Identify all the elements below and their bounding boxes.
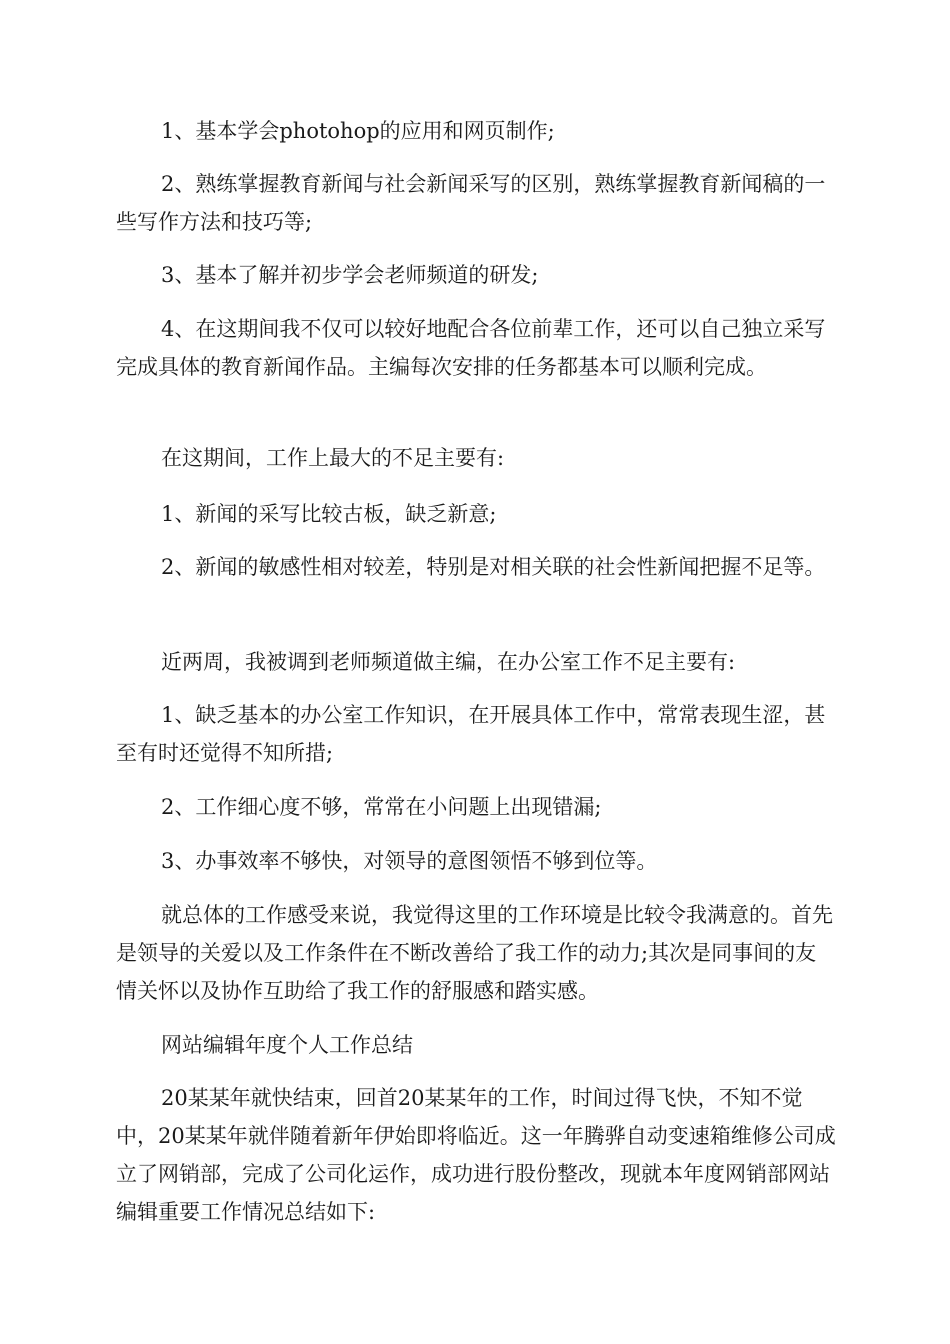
paragraph-6: 1、新闻的采写比较古板，缺乏新意; [161, 502, 497, 526]
paragraph-2: 2、熟练掌握教育新闻与社会新闻采写的区别，熟练掌握教育新闻稿的一些写作方法和技巧等; [116, 172, 826, 234]
paragraph-5: 在这期间，工作上最大的不足主要有: [161, 446, 505, 470]
paragraph-10: 2、工作细心度不够，常常在小问题上出现错漏; [161, 795, 602, 819]
paragraph-1: 1、基本学会photohop的应用和网页制作; [161, 119, 555, 143]
section-heading: 网站编辑年度个人工作总结 [161, 1033, 413, 1057]
paragraph-4: 4、在这期间我不仅可以较好地配合各位前辈工作，还可以自己独立采写完成具体的教育新闻作品。主编每次安排的任务都基本可以顺利完成。 [116, 317, 826, 379]
paragraph-13: 20某某年就快结束，回首20某某年的工作，时间过得飞快，不知不觉中，20某某年就伴随着新年伊始即将临近。这一年腾骅自动变速箱维修公司成立了网销部，完成了公司化运作，成功进行股份整改，现就本年度网销部网站编辑重要工作情况总结如下: [116, 1086, 836, 1224]
paragraph-3: 3、基本了解并初步学会老师频道的研发; [161, 263, 539, 287]
paragraph-11: 3、办事效率不够快，对领导的意图领悟不够到位等。 [161, 849, 658, 873]
paragraph-9: 1、缺乏基本的办公室工作知识，在开展具体工作中，常常表现生涩，甚至有时还觉得不知所措; [116, 703, 826, 765]
paragraph-8: 近两周，我被调到老师频道做主编，在办公室工作不足主要有: [161, 650, 736, 674]
paragraph-7: 2、新闻的敏感性相对较差，特别是对相关联的社会性新闻把握不足等。 [161, 555, 826, 579]
paragraph-12: 就总体的工作感受来说，我觉得这里的工作环境是比较令我满意的。首先是领导的关爱以及工作条件在不断改善给了我工作的动力;其次是同事间的友情关怀以及协作互助给了我工作的舒服感和踏实感。 [116, 903, 833, 1003]
